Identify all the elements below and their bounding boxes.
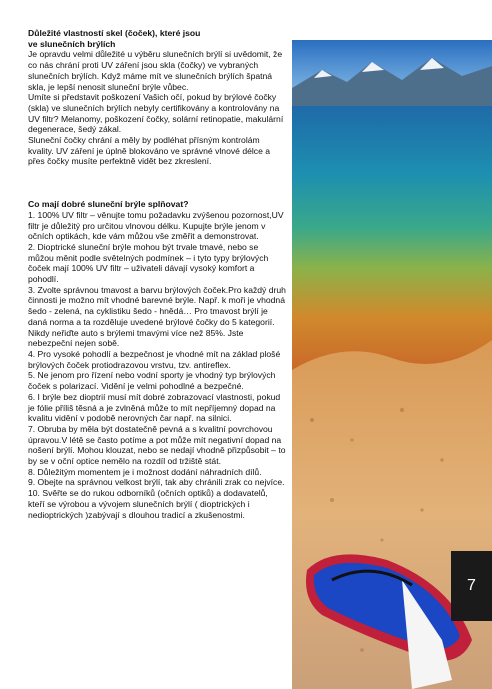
list-item: 2. Dioptrické sluneční brýle mohou být trvale tmavé, nebo se můžou měnit podle světelných podmínek – i tyto typy brýlových čoček mají 100% UV filtr – uživateli dávají vysoký komfort a pohodlí. bbox=[28, 241, 269, 285]
section1-heading-line1: Důležité vlastností skel (čoček), které jsou bbox=[28, 28, 201, 38]
list-item: 5. Ne jenom pro řízení nebo vodní sporty je vhodný typ brýlových čoček s polarizací. Vidění je velmi pohodlné a bezpečné. bbox=[28, 370, 276, 392]
section1-heading-line2: ve slunečních brýlích bbox=[28, 38, 116, 49]
list-item: 10. Svěřte se do rukou odborníků (očních optiků) a dodavatelů, kteří se výrobou a vývojem slunečních brýlí ( dioptrických i nedioptrických )zabývají s dlouhou tradicí a zkušenostmi. bbox=[28, 488, 268, 520]
list-item: 6. I brýle bez dioptrií musí mít dobré zobrazovací vlastnosti, pokud je fólie příliš tĕsná a je zvlněná může to mít nepříjemný dopad na kvalitu vidění v podobě nerovných čar např. na silnici. bbox=[28, 391, 281, 424]
section1-paragraph: Sluneční čočky chrání a měly by podléhat přísným kontrolám kvality. UV záření je úplně blokováno ve správné vlnové délce a přes čočky musíte perfektně vidět bez zkreslení. bbox=[28, 135, 271, 167]
page-number: 7 bbox=[451, 551, 492, 621]
list-item: 9. Obejte na správnou velkost brýlí, tak aby chránili zrak co nejvíce. bbox=[28, 477, 285, 488]
article-text bbox=[28, 28, 286, 520]
list-item: 1. 100% UV filtr – věnujte tomu požadavku zvýšenou pozornost,UV filtr je důležitý pro určitou vlnovou délku. Kupujte brýle jenom v očních optikách, kde vám můžou vše změřit a demonstrovat. bbox=[28, 209, 284, 242]
list-item: 3. Zvolte správnou tmavost a barvu brýlových čoček.Pro každý druh činnosti je možno mít vhodné barevné brýle. Např. k moři je vhodná šedo - zelená, na cyklistiku šedo - hnědá… Pro tmavost brýlí je daná norma a ta rozděluje uvedené brýlové čočky do 5 kategorií. Nikdy neřiďte auto s brýlemi tmavými více než 85%. Jste nebezpeční nejen sobě. bbox=[28, 284, 286, 349]
section1-heading bbox=[28, 28, 286, 49]
list-item: 4. Pro vysoké pohodlí a bezpečnost je vhodné mít na základ plošé brýlových čoček protiodrazovou vrstvu, tzv. antireflex. bbox=[28, 348, 281, 370]
section1-paragraph: Umíte si představit poškození Vašich očí, pokud by brýlové čočky (skla) ve slunečních brýlích nebyly certifikovány a kontrolovány na UV filtr? Melanomy, poškození čočky, solární retinopatie, makulární degenerace, šedý zákal. bbox=[28, 92, 284, 135]
list-item: 7. Obruba by měla být dostatečně pevná a s kvalitní povrchovou úpravou.V létě se často potíme a pot může mít negativní dopad na nošení brýlí. Mohou klouzat, nebo se nedají vhodně přizpůsobit – to by se v oční optice nemělo na rozdíl od tržiště stát. bbox=[28, 423, 286, 467]
section1-paragraph: Je opravdu velmi důležité u výběru slunečních brýlí si uvědomit, že co nás chrání proti UV záření jsou skla (čočky) ve vybraných slunečních brýlích. Když máme mít ve slunečních brýlích špatná skla, je lepší nenosit sluneční brýle vůbec. bbox=[28, 49, 283, 92]
section2-heading: Co mají dobré sluneční brýle splňovat? bbox=[28, 199, 189, 210]
list-item: 8. Důležitým momentem je i možnost dodání náhradních dílů. bbox=[28, 466, 262, 477]
